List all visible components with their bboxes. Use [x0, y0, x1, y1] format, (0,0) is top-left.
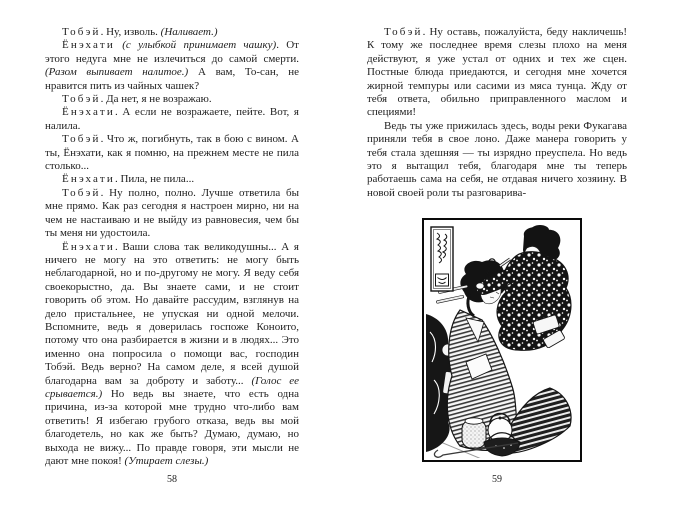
- dialogue-text: . Ваши слова так великодушны... А я ничего не могу на это ответить: не могу быть неблагодарной, но и по-другому не могу. Я веду себя своекорыстно, да. Вы знаете сами, и не стоит говорить об этом. Но давайте рассудим, взглянув на дело пристальнее, не упуская ни одной мелочи. Вспомните, ведь я доверилась госпоже Коноито, потому что она разбирается в жизни и в людях... Это именно она попросила о помощи вас, господин Тобэй. Ведь верно? На самом деле, я всей душой благодарна вам за доброту и заботу...: [45, 240, 299, 387]
- stage-direction: (Разом выпивает налитое.): [45, 66, 189, 79]
- speaker-name: Ёнэхати: [62, 240, 115, 253]
- paragraph: [367, 120, 627, 200]
- dialogue-text: Но ведь вы знаете, что есть одна причина, из-за которой мне трудно что-либо вам ответить! Я избегаю грубого отказа, ведь вы мой благодетель, но как же быть? Думаю, думаю, но выхода не вижу... По правде говоря, эти мысли не дают мне покоя!: [45, 387, 299, 467]
- speaker-name: Тобэй: [62, 133, 101, 146]
- dialogue-text: . От этого недуга мне не излечиться до самой смерти.: [45, 39, 299, 65]
- speaker-name: Ёнэхати: [62, 39, 115, 52]
- speaker-name: Тобэй: [62, 26, 101, 38]
- page-left-text: [45, 26, 299, 468]
- dialogue-text: . Пила, не пила...: [114, 173, 195, 186]
- paragraph: [45, 39, 299, 93]
- paragraph: [45, 26, 299, 39]
- stage-direction: (Утирает слезы.): [124, 455, 209, 467]
- page-number-right: 59: [492, 474, 502, 485]
- dialogue-text: Ведь ты уже прижилась здесь, воды реки Фукагава приняли тебя в свое лоно. Даже манера говорить у тебя стала здешняя — ты изрядно преуспела. Но ведь это я вытащил тебя, благодаря мне ты теперь работаешь сама на себя, не отдавая ничего хозяину. В новой своей роли ты разговарива-: [367, 119, 627, 199]
- dialogue-text: . Что ж, погибнуть, так в бою с вином. А ты, Ёнэхати, как я помню, на прежнем месте не пила столько...: [45, 133, 299, 173]
- stage-direction: (с улыбкой принимает чашку): [122, 39, 277, 52]
- paragraph: [45, 133, 299, 173]
- dialogue-text: . А если не возражаете, пейте. Вот, я налила.: [45, 106, 299, 132]
- speaker-name: Ёнэхати: [62, 173, 115, 186]
- paragraph: [45, 93, 299, 106]
- paragraph: [367, 26, 627, 120]
- paragraph: [45, 173, 299, 186]
- standing-woman: [476, 225, 571, 350]
- paragraph: [45, 241, 299, 469]
- speaker-name: Ёнэхати: [62, 106, 115, 119]
- dialogue-text: А вам, То-сан, не нравится пить из чайных чашек?: [45, 66, 300, 92]
- ukiyo-e-print: [426, 222, 578, 458]
- stage-direction: (Голос ее срывается.): [45, 374, 300, 400]
- dialogue-text: . Ну, изволь.: [100, 26, 161, 38]
- dialogue-text: . Ну оставь, пожалуйста, беду накличешь! К тому же последнее время слезы плохо на меня действуют, я уже устал от одних и тех же сцен. Постные блюда приедаются, и сегодня мне хочется жирной темпуры или сасими из мяса тунца. Жду от тебя ответа, обильно приправленного маслом и специями!: [367, 26, 627, 119]
- paragraph: [45, 106, 299, 133]
- dialogue-text: . Да нет, я не возражаю.: [100, 93, 212, 106]
- speaker-name: Тобэй: [62, 93, 101, 106]
- woodblock-illustration: [422, 218, 582, 462]
- paragraph: [45, 187, 299, 241]
- stage-direction: (Наливает.): [160, 26, 218, 38]
- speaker-name: Тобэй: [384, 26, 423, 38]
- cartouche-calligraphy: [431, 227, 453, 291]
- dialogue-text: . Ну полно, полно. Лучше ответила бы мне прямо. Как раз сегодня я настроен мирно, ни на чем не настаиваю и не выйду из равновесия, чем бы ты меня ни удостоила.: [45, 186, 299, 240]
- page-number-left: 58: [167, 474, 177, 485]
- page-right-text: [367, 26, 627, 200]
- speaker-name: Тобэй: [62, 186, 101, 199]
